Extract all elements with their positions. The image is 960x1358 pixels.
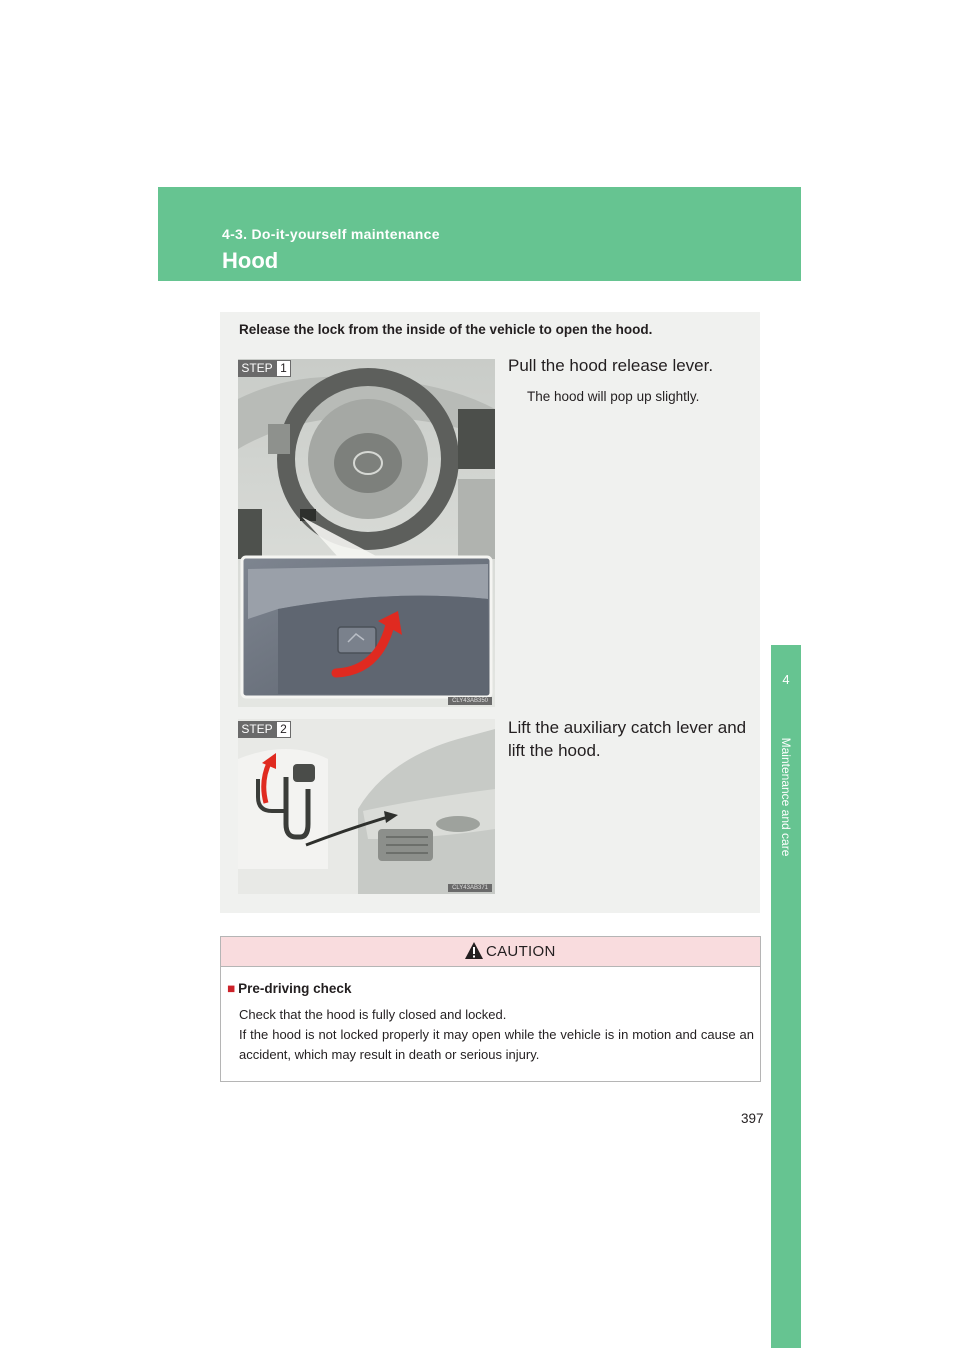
car-front-illustration (238, 719, 495, 894)
caution-bullet-title: Pre-driving check (238, 981, 352, 996)
caution-title: CAUTION (486, 943, 556, 960)
caution-line: If the hood is not locked properly it may open while the vehicle is in motion and cause an accident, which may result in death or serious injury. (239, 1027, 754, 1062)
chapter-number: 4 (782, 672, 790, 687)
step-word: STEP (238, 721, 276, 738)
step-1-text: Pull the hood release lever. (508, 356, 714, 375)
caution-header (221, 937, 760, 967)
figure-code: CLY43AB350 (448, 697, 492, 705)
hood-release-lever-figure (238, 359, 495, 707)
warning-triangle-icon (465, 942, 483, 959)
chapter-name: Maintenance and care (779, 737, 793, 857)
step-2-tag (238, 721, 291, 738)
square-bullet-icon: ■ (227, 981, 236, 996)
caution-box (220, 936, 761, 1082)
section-label: 4-3. Do-it-yourself maintenance (222, 226, 440, 242)
step-2-text: Lift the auxiliary catch lever and lift the hood. (508, 718, 747, 760)
caution-body (239, 1005, 754, 1065)
step-number: 1 (276, 360, 291, 377)
page-number: 397 (741, 1111, 764, 1126)
figure-code: CLY43AB371 (448, 884, 492, 892)
caution-bullet (227, 981, 351, 996)
auxiliary-catch-figure (238, 719, 495, 894)
caution-line: Check that the hood is fully closed and locked. (239, 1007, 507, 1022)
step-1-tag (238, 360, 291, 377)
step-number: 2 (276, 721, 291, 738)
page-title: Hood (222, 248, 279, 273)
intro-text: Release the lock from the inside of the vehicle to open the hood. (239, 322, 653, 337)
step-1-subtext: The hood will pop up slightly. (527, 389, 700, 404)
dashboard-illustration (238, 359, 495, 707)
step-word: STEP (238, 360, 276, 377)
